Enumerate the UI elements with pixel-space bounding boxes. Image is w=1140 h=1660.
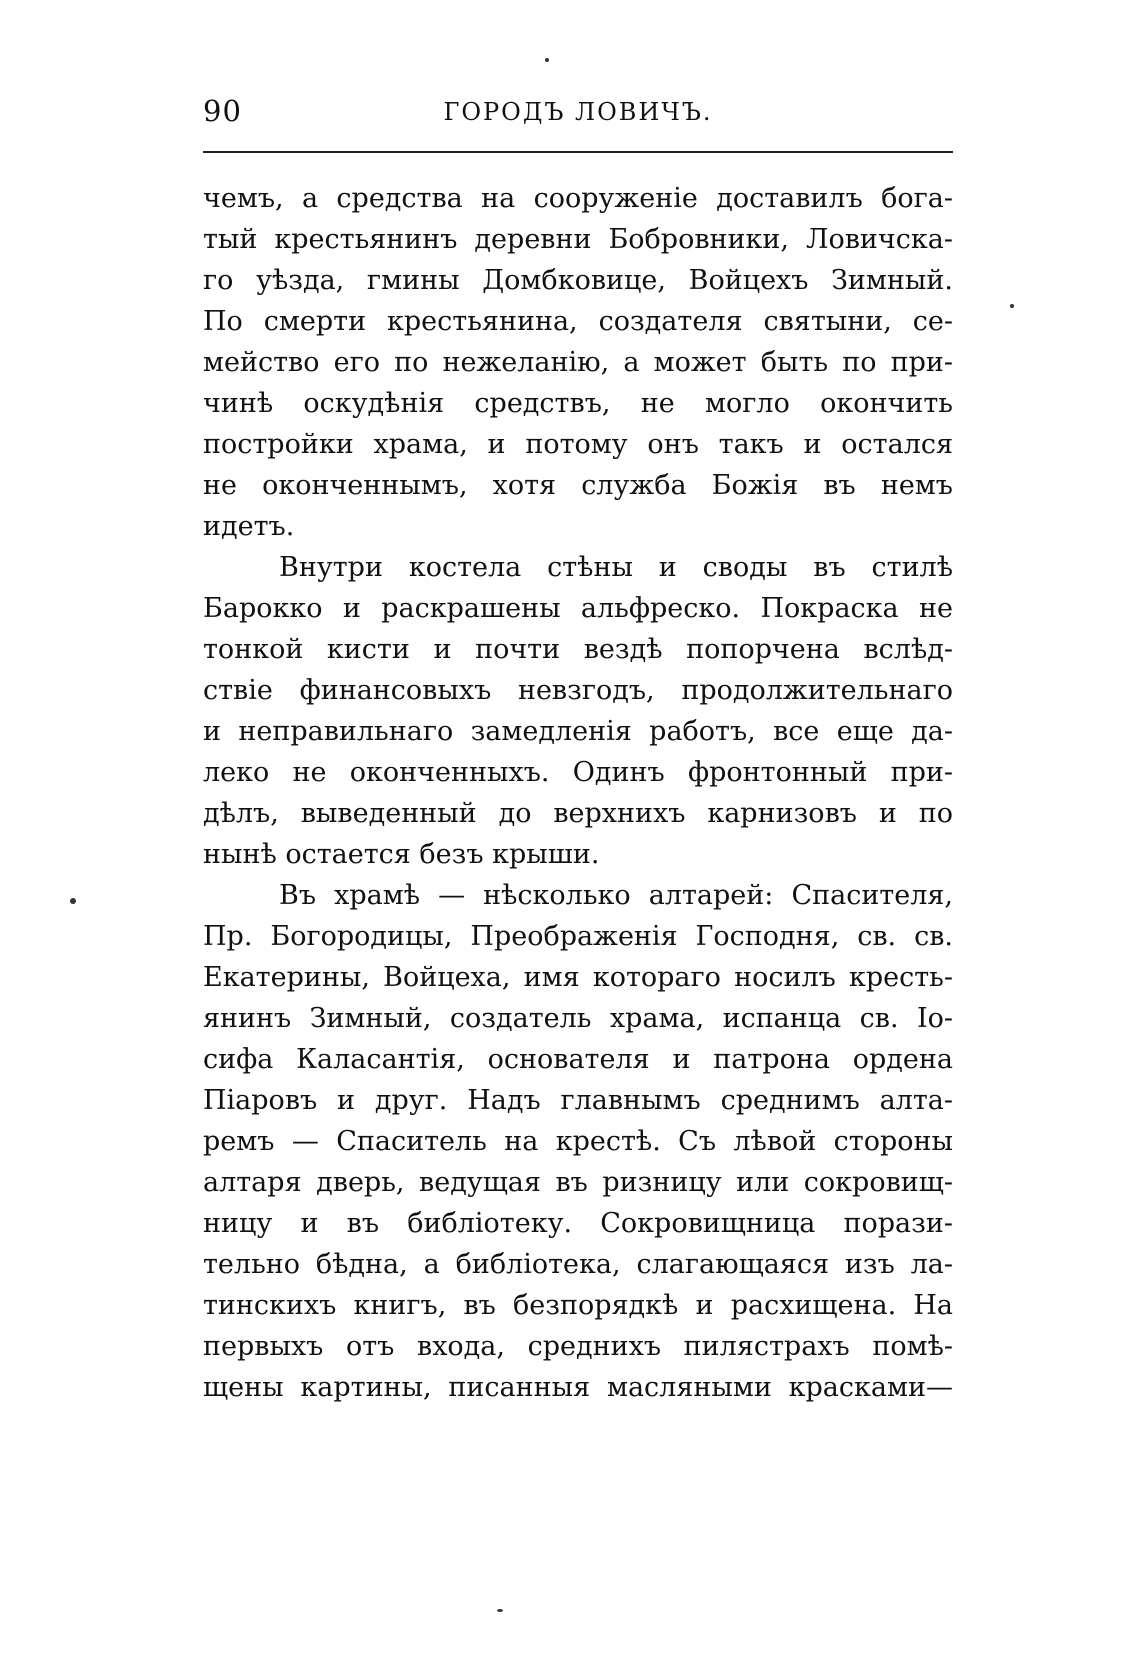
paragraph-2 (203, 547, 953, 875)
text-line: тый крестьянинъ деревни Бобровники, Ловичска- (203, 224, 953, 255)
text-line: ремъ — Спаситель на крестѣ. Съ лѣвой стороны (203, 1126, 953, 1157)
scan-speck (497, 1609, 503, 1612)
text-line: чемъ, а средства на сооруженіе доставилъ бога- (203, 183, 953, 214)
text-line: и неправильнаго замедленія работъ, все еще да- (203, 716, 953, 747)
text-line: щены картины, писанныя масляными красками— (203, 1372, 953, 1403)
scan-speck (1010, 304, 1014, 308)
text-line: Піаровъ и друг. Надъ главнымъ среднимъ алта- (203, 1085, 953, 1116)
scan-speck (70, 898, 76, 904)
page-header (203, 90, 953, 134)
paragraph-1 (203, 178, 953, 547)
text-line: леко не оконченныхъ. Одинъ фронтонный при- (203, 757, 953, 788)
text-line: ницу и въ библіотеку. Сокровищница порази- (203, 1208, 953, 1239)
running-title: ГОРОДЪ ЛОВИЧЪ. (443, 98, 713, 126)
text-line: постройки храма, и потому онъ такъ и остался (203, 429, 953, 460)
text-line: нынѣ остается безъ крыши. (203, 839, 600, 870)
text-line: не оконченнымъ, хотя служба Божія въ немъ (203, 470, 953, 501)
paragraph-3 (203, 875, 953, 1408)
text-line: Екатерины, Войцеха, имя котораго носилъ кресть- (203, 962, 953, 993)
text-line: чинѣ оскудѣнія средствъ, не могло окончить (203, 388, 953, 419)
text-line: сифа Каласантія, основателя и патрона ордена (203, 1044, 953, 1075)
text-line: го уѣзда, гмины Домбковице, Войцехъ Зимный. (203, 265, 953, 296)
text-line: алтаря дверь, ведущая въ ризницу или сокровищ- (203, 1167, 953, 1198)
text-line: ствіе финансовыхъ невзгодъ, продолжительнаго (203, 675, 953, 706)
text-line: тинскихъ книгъ, въ безпорядкѣ и расхищена. На (203, 1290, 953, 1321)
header-rule (203, 151, 953, 153)
text-line: Барокко и раскрашены альфреско. Покраска не (203, 593, 953, 624)
text-line: Пр. Богородицы, Преображенія Господня, св. св. (203, 921, 953, 952)
text-line: дѣлъ, выведенный до верхнихъ карнизовъ и по (203, 798, 953, 829)
page-number: 90 (203, 94, 242, 128)
text-line: тельно бѣдна, а библіотека, слагающаяся изъ ла- (203, 1249, 953, 1280)
body-text (203, 178, 953, 1408)
scan-speck (545, 58, 549, 62)
text-line: тонкой кисти и почти вездѣ попорчена вслѣд- (203, 634, 953, 665)
text-line: По смерти крестьянина, создателя святыни, се- (203, 306, 953, 337)
text-line: янинъ Зимный, создатель храма, испанца св. Іо- (203, 1003, 953, 1034)
text-line: идетъ. (203, 511, 295, 542)
text-line: Внутри костела стѣны и своды въ стилѣ (279, 552, 953, 583)
text-line: первыхъ отъ входа, среднихъ пилястрахъ помѣ- (203, 1331, 953, 1362)
text-line: Въ храмѣ — нѣсколько алтарей: Спасителя, (279, 880, 953, 911)
text-line: мейство его по нежеланію, а может быть по при- (203, 347, 953, 378)
